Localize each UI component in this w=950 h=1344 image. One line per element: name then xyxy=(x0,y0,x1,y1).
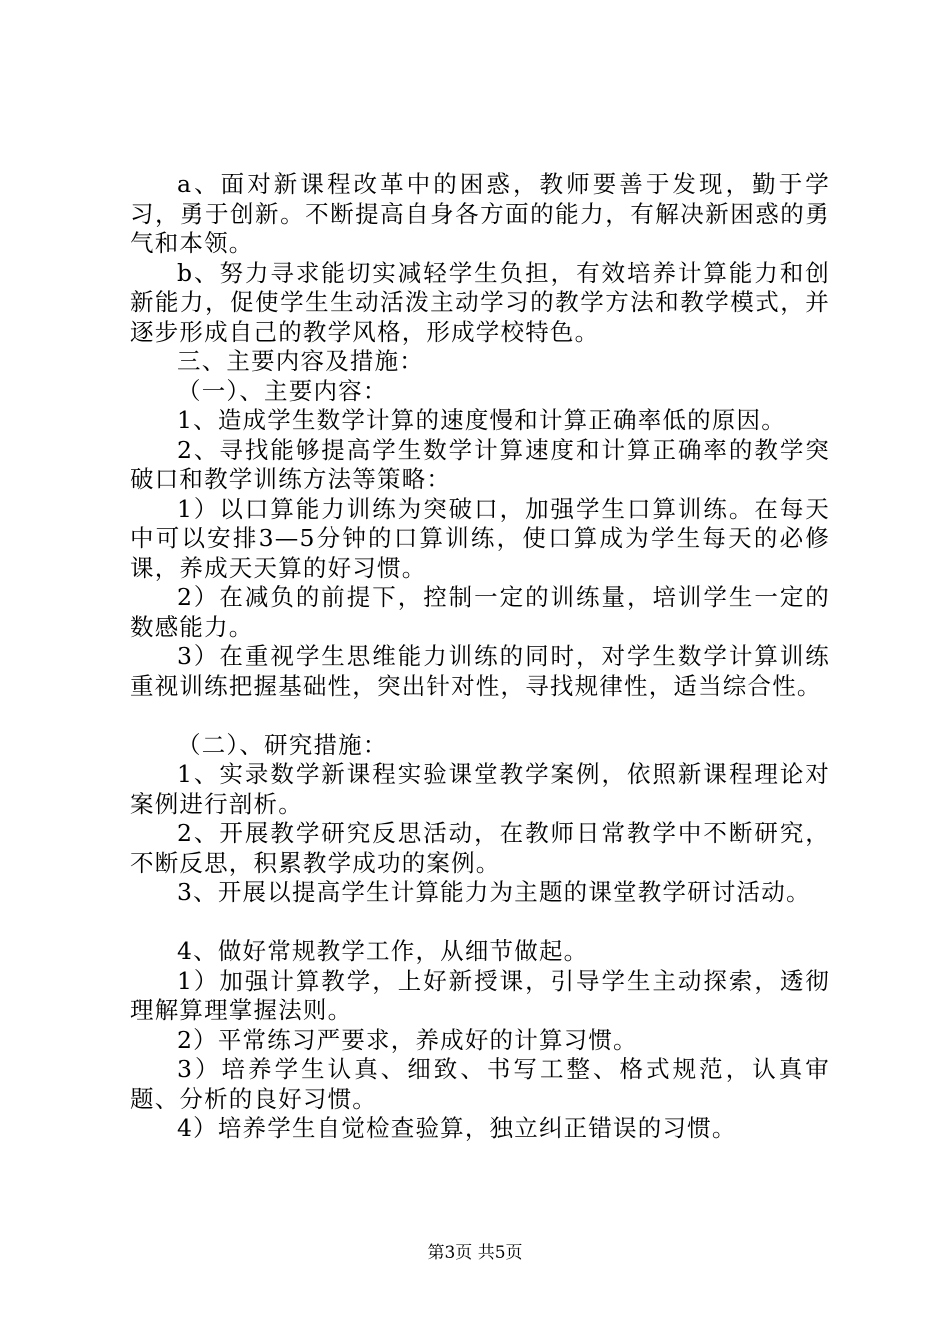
subsection-heading-content: （一）、主要内容： xyxy=(177,376,388,405)
list-item: 2）在减负的前提下，控制一定的训练量，培训学生一定的数感能力。 xyxy=(130,583,830,641)
list-item: 3）在重视学生思维能力训练的同时，对学生数学计算训练重视训练把握基础性，突出针对性，寻找规律性，适当综合性。 xyxy=(130,642,830,700)
list-item: 2）平常练习严要求，养成好的计算习惯。 xyxy=(177,1025,638,1054)
subsection-heading-measures: （二）、研究措施： xyxy=(177,730,388,759)
list-item: 1、实录数学新课程实验课堂教学案例，依照新课程理论对案例进行剖析。 xyxy=(130,760,830,818)
list-item: 2、寻找能够提高学生数学计算速度和计算正确率的教学突破口和教学训练方法等策略： xyxy=(130,435,830,493)
document-body xyxy=(130,170,830,1144)
paragraph-goal-a: a、面对新课程改革中的困惑，教师要善于发现，勤于学习，勇于创新。不断提高自身各方面的能力，有解决新困惑的勇气和本领。 xyxy=(130,170,830,257)
section-heading-main-content: 三、主要内容及措施： xyxy=(177,347,424,375)
list-item: 1）以口算能力训练为突破口，加强学生口算训练。在每天中可以安排3—5分钟的口算训练，使口算成为学生每天的必修课，养成天天算的好习惯。 xyxy=(130,494,830,582)
list-item: 4、做好常规教学工作，从细节做起。 xyxy=(177,937,589,965)
list-item: 2、开展教学研究反思活动，在教师日常教学中不断研究，不断反思，积累教学成功的案例。 xyxy=(130,819,830,877)
page-number: 第3页 共5页 xyxy=(427,1243,523,1263)
list-item: 1）加强计算教学，上好新授课，引导学生主动探索，透彻理解算理掌握法则。 xyxy=(130,966,830,1024)
list-item: 1、造成学生数学计算的速度慢和计算正确率低的原因。 xyxy=(177,406,786,434)
list-item: 4）培养学生自觉检查验算，独立纠正错误的习惯。 xyxy=(177,1114,737,1142)
list-item: 3）培养学生认真、细致、书写工整、格式规范，认真审题、分析的良好习惯。 xyxy=(130,1055,830,1113)
list-item: 3、开展以提高学生计算能力为主题的课堂教学研讨活动。 xyxy=(177,878,811,906)
paragraph-goal-b: b、努力寻求能切实减轻学生负担，有效培养计算能力和创新能力，促使学生生动活泼主动学习的教学方法和教学模式，并逐步形成自己的教学风格，形成学校特色。 xyxy=(130,258,830,346)
